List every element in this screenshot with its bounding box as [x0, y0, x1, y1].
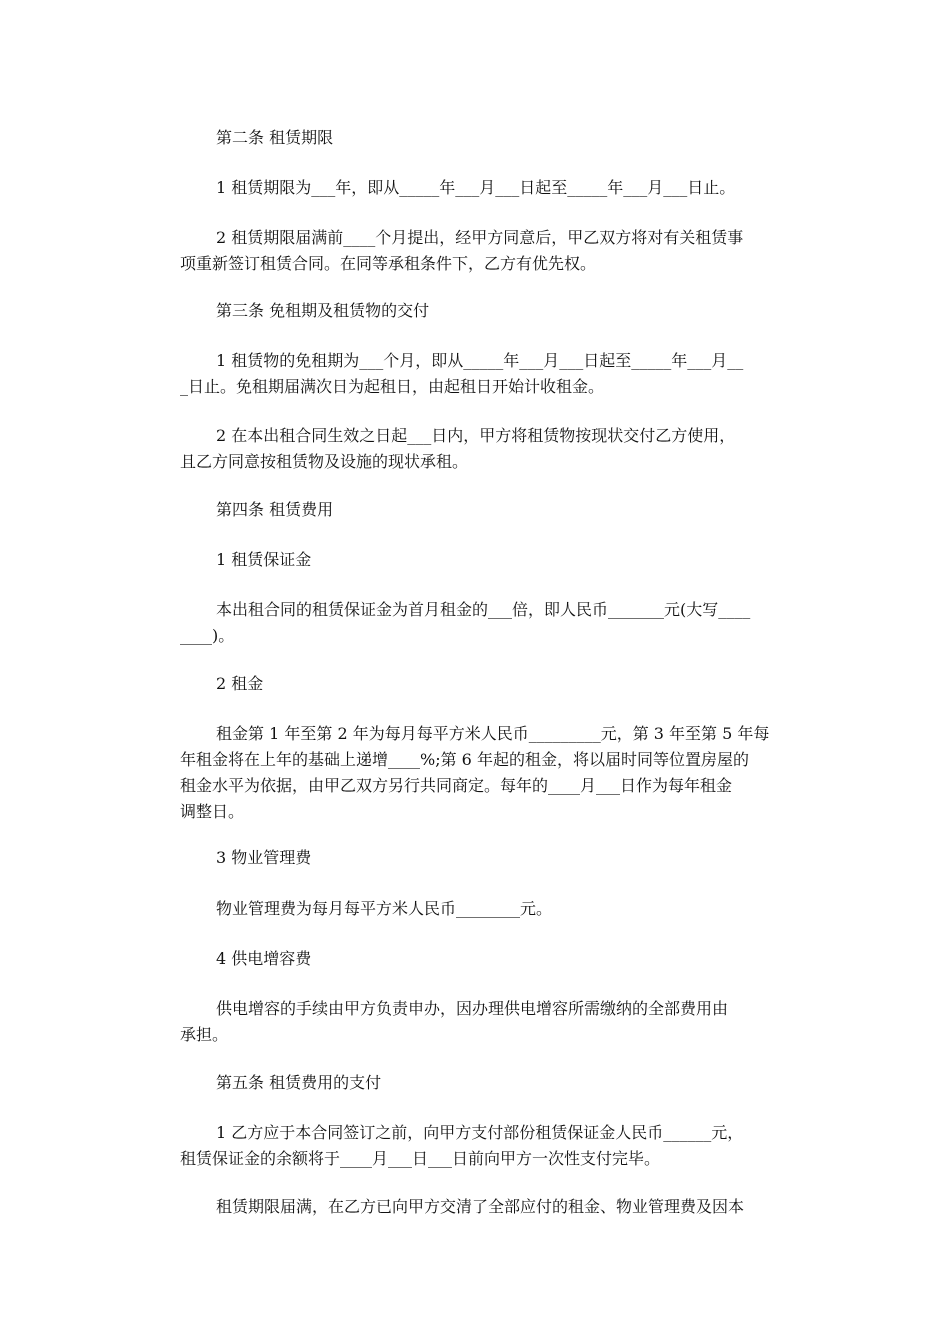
- text-line: 调整日。: [180, 802, 245, 821]
- paragraph-deposit: [180, 597, 772, 649]
- text-line: 第五条 租赁费用的支付: [216, 1073, 382, 1092]
- paragraph-5-2: [180, 1194, 772, 1220]
- text-line: 2 在本出租合同生效之日起___日内，甲方将租赁物按现状交付乙方使用，: [216, 426, 736, 445]
- text-line: 3 物业管理费: [216, 848, 312, 867]
- article-4-heading: [180, 497, 772, 523]
- text-line: _日止。免租期届满次日为起租日，由起租日开始计收租金。: [180, 377, 605, 396]
- paragraph-rent: [180, 721, 772, 825]
- text-line: 1 租赁保证金: [216, 550, 312, 569]
- text-line: 本出租合同的租赁保证金为首月租金的___倍，即人民币_______元(大写____: [216, 600, 751, 619]
- paragraph-3-2: [180, 423, 772, 475]
- text-line: 第二条 租赁期限: [216, 128, 334, 147]
- text-line: 承担。: [180, 1025, 229, 1044]
- article-3-heading: [180, 298, 772, 324]
- article-5-heading: [180, 1070, 772, 1096]
- text-line: 物业管理费为每月每平方米人民币________元。: [216, 899, 553, 918]
- text-line: 4 供电增容费: [216, 949, 312, 968]
- subheading-power-fee: [180, 946, 772, 972]
- paragraph-2-2: [180, 225, 772, 277]
- paragraph-property-fee: [180, 896, 772, 922]
- paragraph-5-1: [180, 1120, 772, 1172]
- text-line: 租赁保证金的余额将于____月___日___日前向甲方一次性支付完毕。: [180, 1149, 661, 1168]
- text-line: 年租金将在上年的基础上递增____%;第 6 年起的租金，将以届时同等位置房屋的: [180, 750, 749, 769]
- text-line: 租金水平为依据，由甲乙双方另行共同商定。每年的____月___日作为每年租金: [180, 776, 733, 795]
- paragraph-power-fee: [180, 996, 772, 1048]
- text-line: 2 租赁期限届满前____个月提出，经甲方同意后，甲乙双方将对有关租赁事: [216, 228, 744, 247]
- paragraph-3-1: [180, 348, 772, 400]
- text-line: 1 租赁物的免租期为___个月，即从_____年___月___日起至_____年___月__: [216, 351, 744, 370]
- subheading-property-fee: [180, 845, 772, 871]
- subheading-rent: [180, 671, 772, 697]
- text-line: 第三条 免租期及租赁物的交付: [216, 301, 430, 320]
- text-line: 1 乙方应于本合同签订之前，向甲方支付部份租赁保证金人民币______元，: [216, 1123, 744, 1142]
- subheading-deposit: [180, 547, 772, 573]
- text-line: 租赁期限届满，在乙方已向甲方交清了全部应付的租金、物业管理费及因本: [216, 1197, 745, 1216]
- text-line: 2 租金: [216, 674, 264, 693]
- text-line: 且乙方同意按租赁物及设施的现状承租。: [180, 452, 469, 471]
- text-line: 1 租赁期限为___年，即从_____年___月___日起至_____年___月___日止。: [216, 178, 736, 197]
- text-line: ____)。: [180, 626, 235, 645]
- article-2-heading: [180, 125, 772, 151]
- text-line: 租金第 1 年至第 2 年为每月每平方米人民币_________元，第 3 年至第 5 年每: [216, 724, 770, 743]
- text-line: 第四条 租赁费用: [216, 500, 334, 519]
- text-line: 项重新签订租赁合同。在同等承租条件下，乙方有优先权。: [180, 254, 597, 273]
- text-line: 供电增容的手续由甲方负责申办，因办理供电增容所需缴纳的全部费用由: [216, 999, 729, 1018]
- paragraph-2-1: [180, 175, 772, 201]
